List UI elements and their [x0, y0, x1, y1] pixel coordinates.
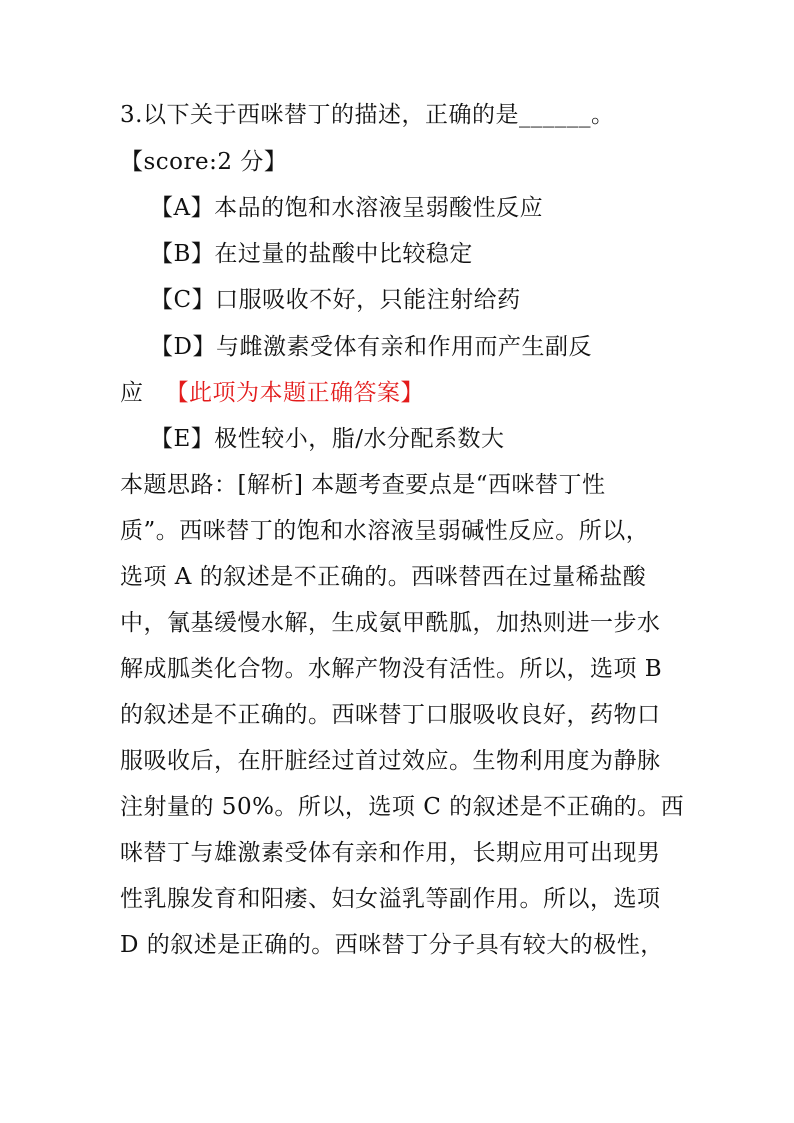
explanation-line: 本题思路：[解析] 本题考查要点是“西咪替丁性 — [120, 472, 606, 498]
explanation-line: 注射量的 50%。所以，选项 C 的叙述是不正确的。西 — [120, 794, 685, 820]
option-d-continued-line — [120, 378, 424, 408]
option-b: 【B】在过量的盐酸中比较稳定 — [150, 241, 473, 267]
explanation-line: 中，氰基缓慢水解，生成氨甲酰胍，加热则进一步水 — [120, 610, 661, 636]
option-c: 【C】口服吸收不好，只能注射给药 — [150, 287, 521, 313]
option-d-continued: 应 — [120, 380, 144, 406]
correct-answer-tag: 【此项为本题正确答案】 — [165, 380, 424, 406]
explanation-line: D 的叙述是正确的。西咪替丁分子具有较大的极性， — [120, 932, 664, 958]
option-d: 【D】与雌激素受体有亲和作用而产生副反 — [150, 334, 592, 360]
explanation-line: 的叙述是不正确的。西咪替丁口服吸收良好，药物口 — [120, 702, 661, 728]
question-score: 【score:2 分】 — [120, 149, 288, 175]
option-e: 【E】极性较小，脂/水分配系数大 — [150, 426, 505, 452]
explanation-line: 质”。西咪替丁的饱和水溶液呈弱碱性反应。所以， — [120, 518, 650, 544]
explanation-line: 咪替丁与雄激素受体有亲和作用，长期应用可出现男 — [120, 840, 661, 866]
explanation-line: 解成胍类化合物。水解产物没有活性。所以，选项 B — [120, 656, 663, 682]
explanation-line: 服吸收后，在肝脏经过首过效应。生物利用度为静脉 — [120, 748, 661, 774]
explanation-line: 选项 A 的叙述是不正确的。西咪替西在过量稀盐酸 — [120, 564, 647, 590]
question-stem: 3.以下关于西咪替丁的描述，正确的是______。 — [120, 102, 615, 128]
explanation-line: 性乳腺发育和阳痿、妇女溢乳等副作用。所以，选项 — [120, 886, 661, 912]
option-a: 【A】本品的饱和水溶液呈弱酸性反应 — [150, 195, 544, 221]
